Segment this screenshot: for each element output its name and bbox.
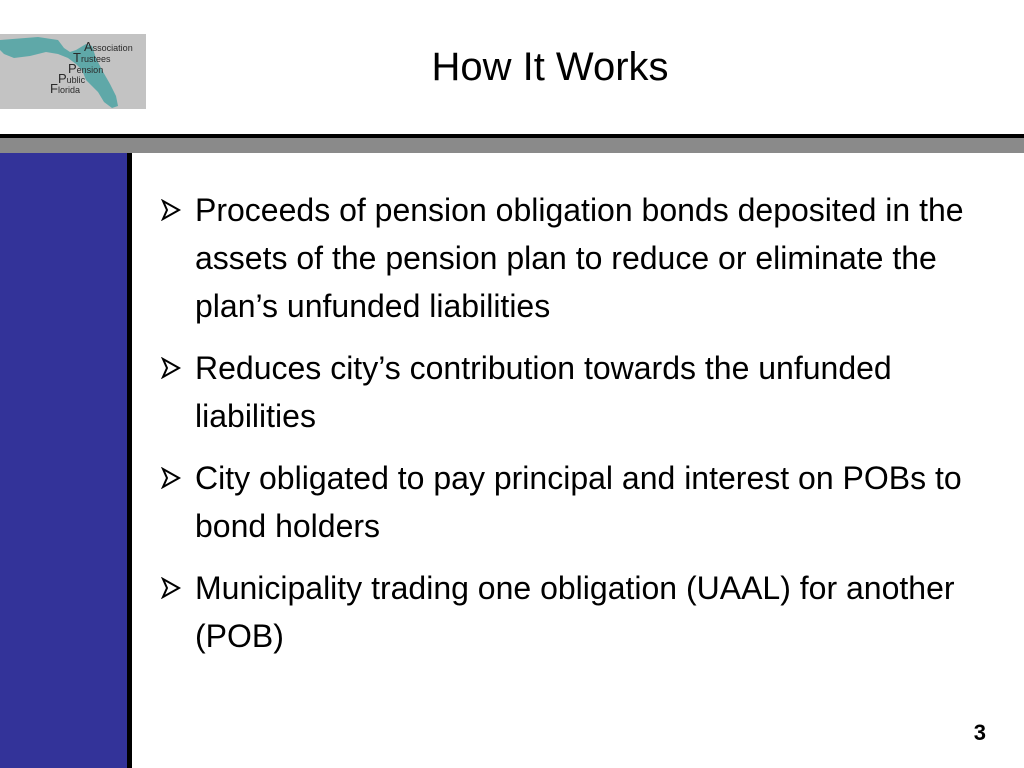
- bullet-text: Proceeds of pension obligation bonds deposited in the assets of the pension plan to reduce or eliminate the plan’s unfunded liabilities: [195, 192, 964, 324]
- bullet-item: [160, 564, 980, 660]
- arrow-bullet-icon: [160, 577, 182, 599]
- bullet-item: [160, 186, 980, 330]
- logo-line-trustees: Trustees: [73, 50, 111, 65]
- bullet-list: [160, 186, 980, 674]
- arrow-bullet-icon: [160, 199, 182, 221]
- header-band: [0, 138, 1024, 153]
- logo-line-association: Association: [84, 39, 133, 54]
- logo-line-public: Public: [58, 71, 86, 86]
- logo-line-pension: Pension: [68, 61, 104, 76]
- slide-title: How It Works: [431, 45, 669, 89]
- sidebar-edge: [127, 153, 132, 768]
- bullet-text: Municipality trading one obligation (UAAL) for another (POB): [195, 570, 955, 654]
- bullet-text: City obligated to pay principal and interest on POBs to bond holders: [195, 460, 962, 544]
- logo-line-florida: Florida: [50, 81, 80, 96]
- bullet-item: [160, 454, 980, 550]
- arrow-bullet-icon: [160, 357, 182, 379]
- bullet-item: [160, 344, 980, 440]
- sidebar-panel: [0, 153, 127, 768]
- arrow-bullet-icon: [160, 467, 182, 489]
- page-number: 3: [973, 720, 986, 745]
- bullet-text: Reduces city’s contribution towards the unfunded liabilities: [195, 350, 892, 434]
